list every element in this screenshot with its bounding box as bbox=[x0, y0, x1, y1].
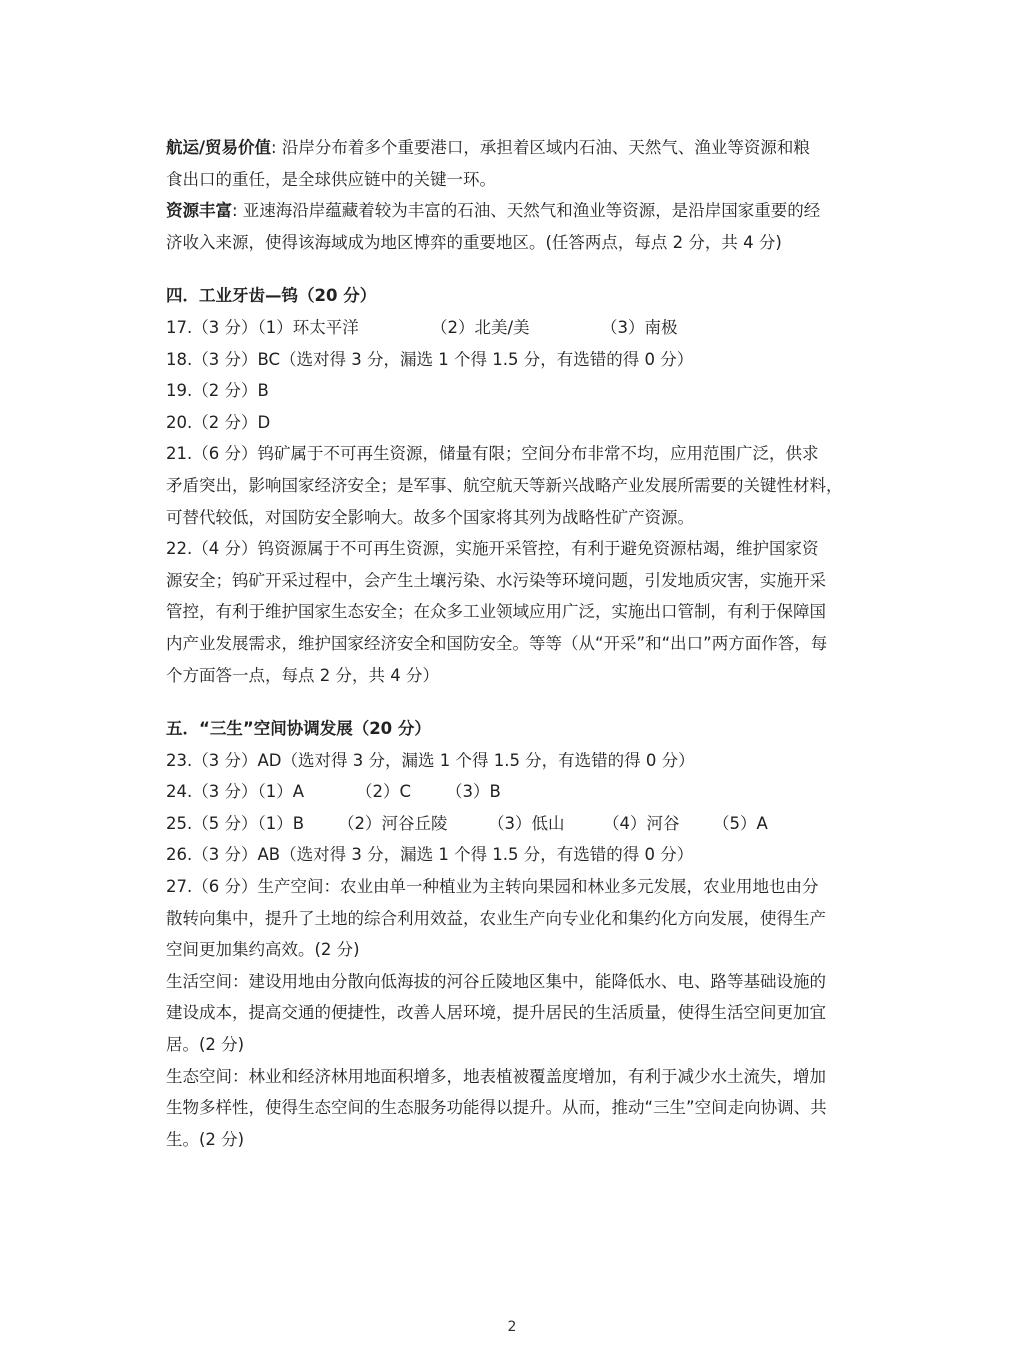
shipping-value-term: 航运/贸易价值 bbox=[166, 138, 272, 157]
answer-19: 19.（2 分）B bbox=[166, 381, 269, 401]
shipping-value-line-2: 食出口的重任，是全球供应链中的关键一环。 bbox=[166, 169, 496, 189]
section-4-heading: 四．工业牙齿—钨（20 分） bbox=[166, 286, 377, 306]
answer-25-part-5: （5）A bbox=[713, 813, 768, 833]
answer-17-part-3: （3）南极 bbox=[601, 317, 678, 337]
answer-25-part-3: （3）低山 bbox=[488, 813, 565, 833]
answer-24 bbox=[166, 776, 866, 808]
answer-21-line-1: 21.（6 分）钨矿属于不可再生资源，储量有限；空间分布非常不均，应用范围广泛，供求 bbox=[166, 444, 819, 464]
answer-22-line-5: 个方面答一点，每点 2 分，共 4 分） bbox=[166, 665, 439, 685]
answer-24-part-1: 24.（3 分）（1）A bbox=[166, 782, 305, 802]
document-body bbox=[166, 132, 866, 1155]
answer-22-line-3: 管控，有利于维护国家生态安全；在众多工业领域应用广泛，实施出口管制，有利于保障国 bbox=[166, 602, 826, 622]
answer-23: 23.（3 分）AD（选对得 3 分，漏选 1 个得 1.5 分，有选错的得 0 分） bbox=[166, 750, 695, 770]
answer-22-line-4: 内产业发展需求，维护国家经济安全和国防安全。等等（从“开采”和“出口”两方面作答，每 bbox=[166, 633, 828, 653]
answer-24-part-2: （2）C bbox=[356, 782, 412, 802]
page-number: 2 bbox=[507, 1319, 517, 1335]
resources-text-1: 亚速海沿岸蕴藏着较为丰富的石油、天然气和渔业等资源，是沿岸国家重要的经 bbox=[237, 201, 821, 221]
answer-25-part-4: （4）河谷 bbox=[603, 813, 680, 833]
answer-27-line-2: 散转向集中，提升了土地的综合利用效益，农业生产向专业化和集约化方向发展，使得生产 bbox=[166, 908, 826, 928]
answer-22-line-1: 22.（4 分）钨资源属于不可再生资源，实施开采管控，有利于避免资源枯竭，维护国家资 bbox=[166, 539, 819, 559]
ecological-space-line-3: 生。(2 分) bbox=[166, 1129, 245, 1149]
resources-line-2: 济收入来源，使得该海域成为地区博弈的重要地区。(任答两点，每点 2 分，共 4 分) bbox=[166, 232, 782, 252]
answer-17-part-1: 17.（3 分）（1）环太平洋 bbox=[166, 317, 359, 337]
answer-18: 18.（3 分）BC（选对得 3 分，漏选 1 个得 1.5 分，有选错的得 0 分） bbox=[166, 349, 694, 369]
shipping-value-sep: : bbox=[271, 138, 277, 157]
answer-27-line-3: 空间更加集约高效。(2 分) bbox=[166, 940, 360, 960]
answer-20: 20.（2 分）D bbox=[166, 412, 271, 432]
answer-21-line-2: 矛盾突出，影响国家经济安全；是军事、航空航天等新兴战略产业发展所需要的关键性材料， bbox=[166, 475, 843, 495]
answer-27-line-1: 27.（6 分）生产空间：农业由单一种植业为主转向果园和林业多元发展，农业用地也由分 bbox=[166, 877, 819, 897]
answer-25 bbox=[166, 808, 866, 840]
answer-17-part-2: （2）北美/美 bbox=[431, 317, 530, 337]
answer-17 bbox=[166, 312, 866, 344]
resources-term: 资源丰富 bbox=[166, 201, 232, 221]
answer-24-part-3: （3）B bbox=[446, 782, 501, 802]
resources-sep: : bbox=[232, 201, 238, 221]
ecological-space-line-2: 生物多样性，使得生态空间的生态服务功能得以提升。从而，推动“三生”空间走向协调、共 bbox=[166, 1098, 827, 1118]
ecological-space-line-1: 生态空间：林业和经济林用地面积增多，地表植被覆盖度增加，有利于减少水土流失，增加 bbox=[166, 1066, 826, 1086]
shipping-value-text-1: 沿岸分布着多个重要港口，承担着区域内石油、天然气、渔业等资源和粮 bbox=[276, 138, 810, 157]
answer-25-part-1: 25.（5 分）（1）B bbox=[166, 813, 305, 833]
answer-22-line-2: 源安全；钨矿开采过程中，会产生土壤污染、水污染等环境问题，引发地质灾害，实施开采 bbox=[166, 570, 826, 590]
answer-25-part-2: （2）河谷丘陵 bbox=[338, 813, 448, 833]
answer-26: 26.（3 分）AB（选对得 3 分，漏选 1 个得 1.5 分，有选错的得 0 分） bbox=[166, 845, 694, 865]
living-space-line-1: 生活空间：建设用地由分散向低海拔的河谷丘陵地区集中，能降低水、电、路等基础设施的 bbox=[166, 971, 826, 991]
section-5-heading: 五．“三生”空间协调发展（20 分） bbox=[166, 719, 431, 739]
living-space-line-2: 建设成本，提高交通的便捷性，改善人居环境，提升居民的生活质量，使得生活空间更加宜 bbox=[166, 1003, 826, 1023]
living-space-line-3: 居。(2 分) bbox=[166, 1035, 245, 1055]
resources-line-1 bbox=[166, 195, 866, 227]
shipping-value-line-1 bbox=[166, 132, 866, 164]
answer-21-line-3: 可替代较低，对国防安全影响大。故多个国家将其列为战略性矿产资源。 bbox=[166, 507, 694, 527]
